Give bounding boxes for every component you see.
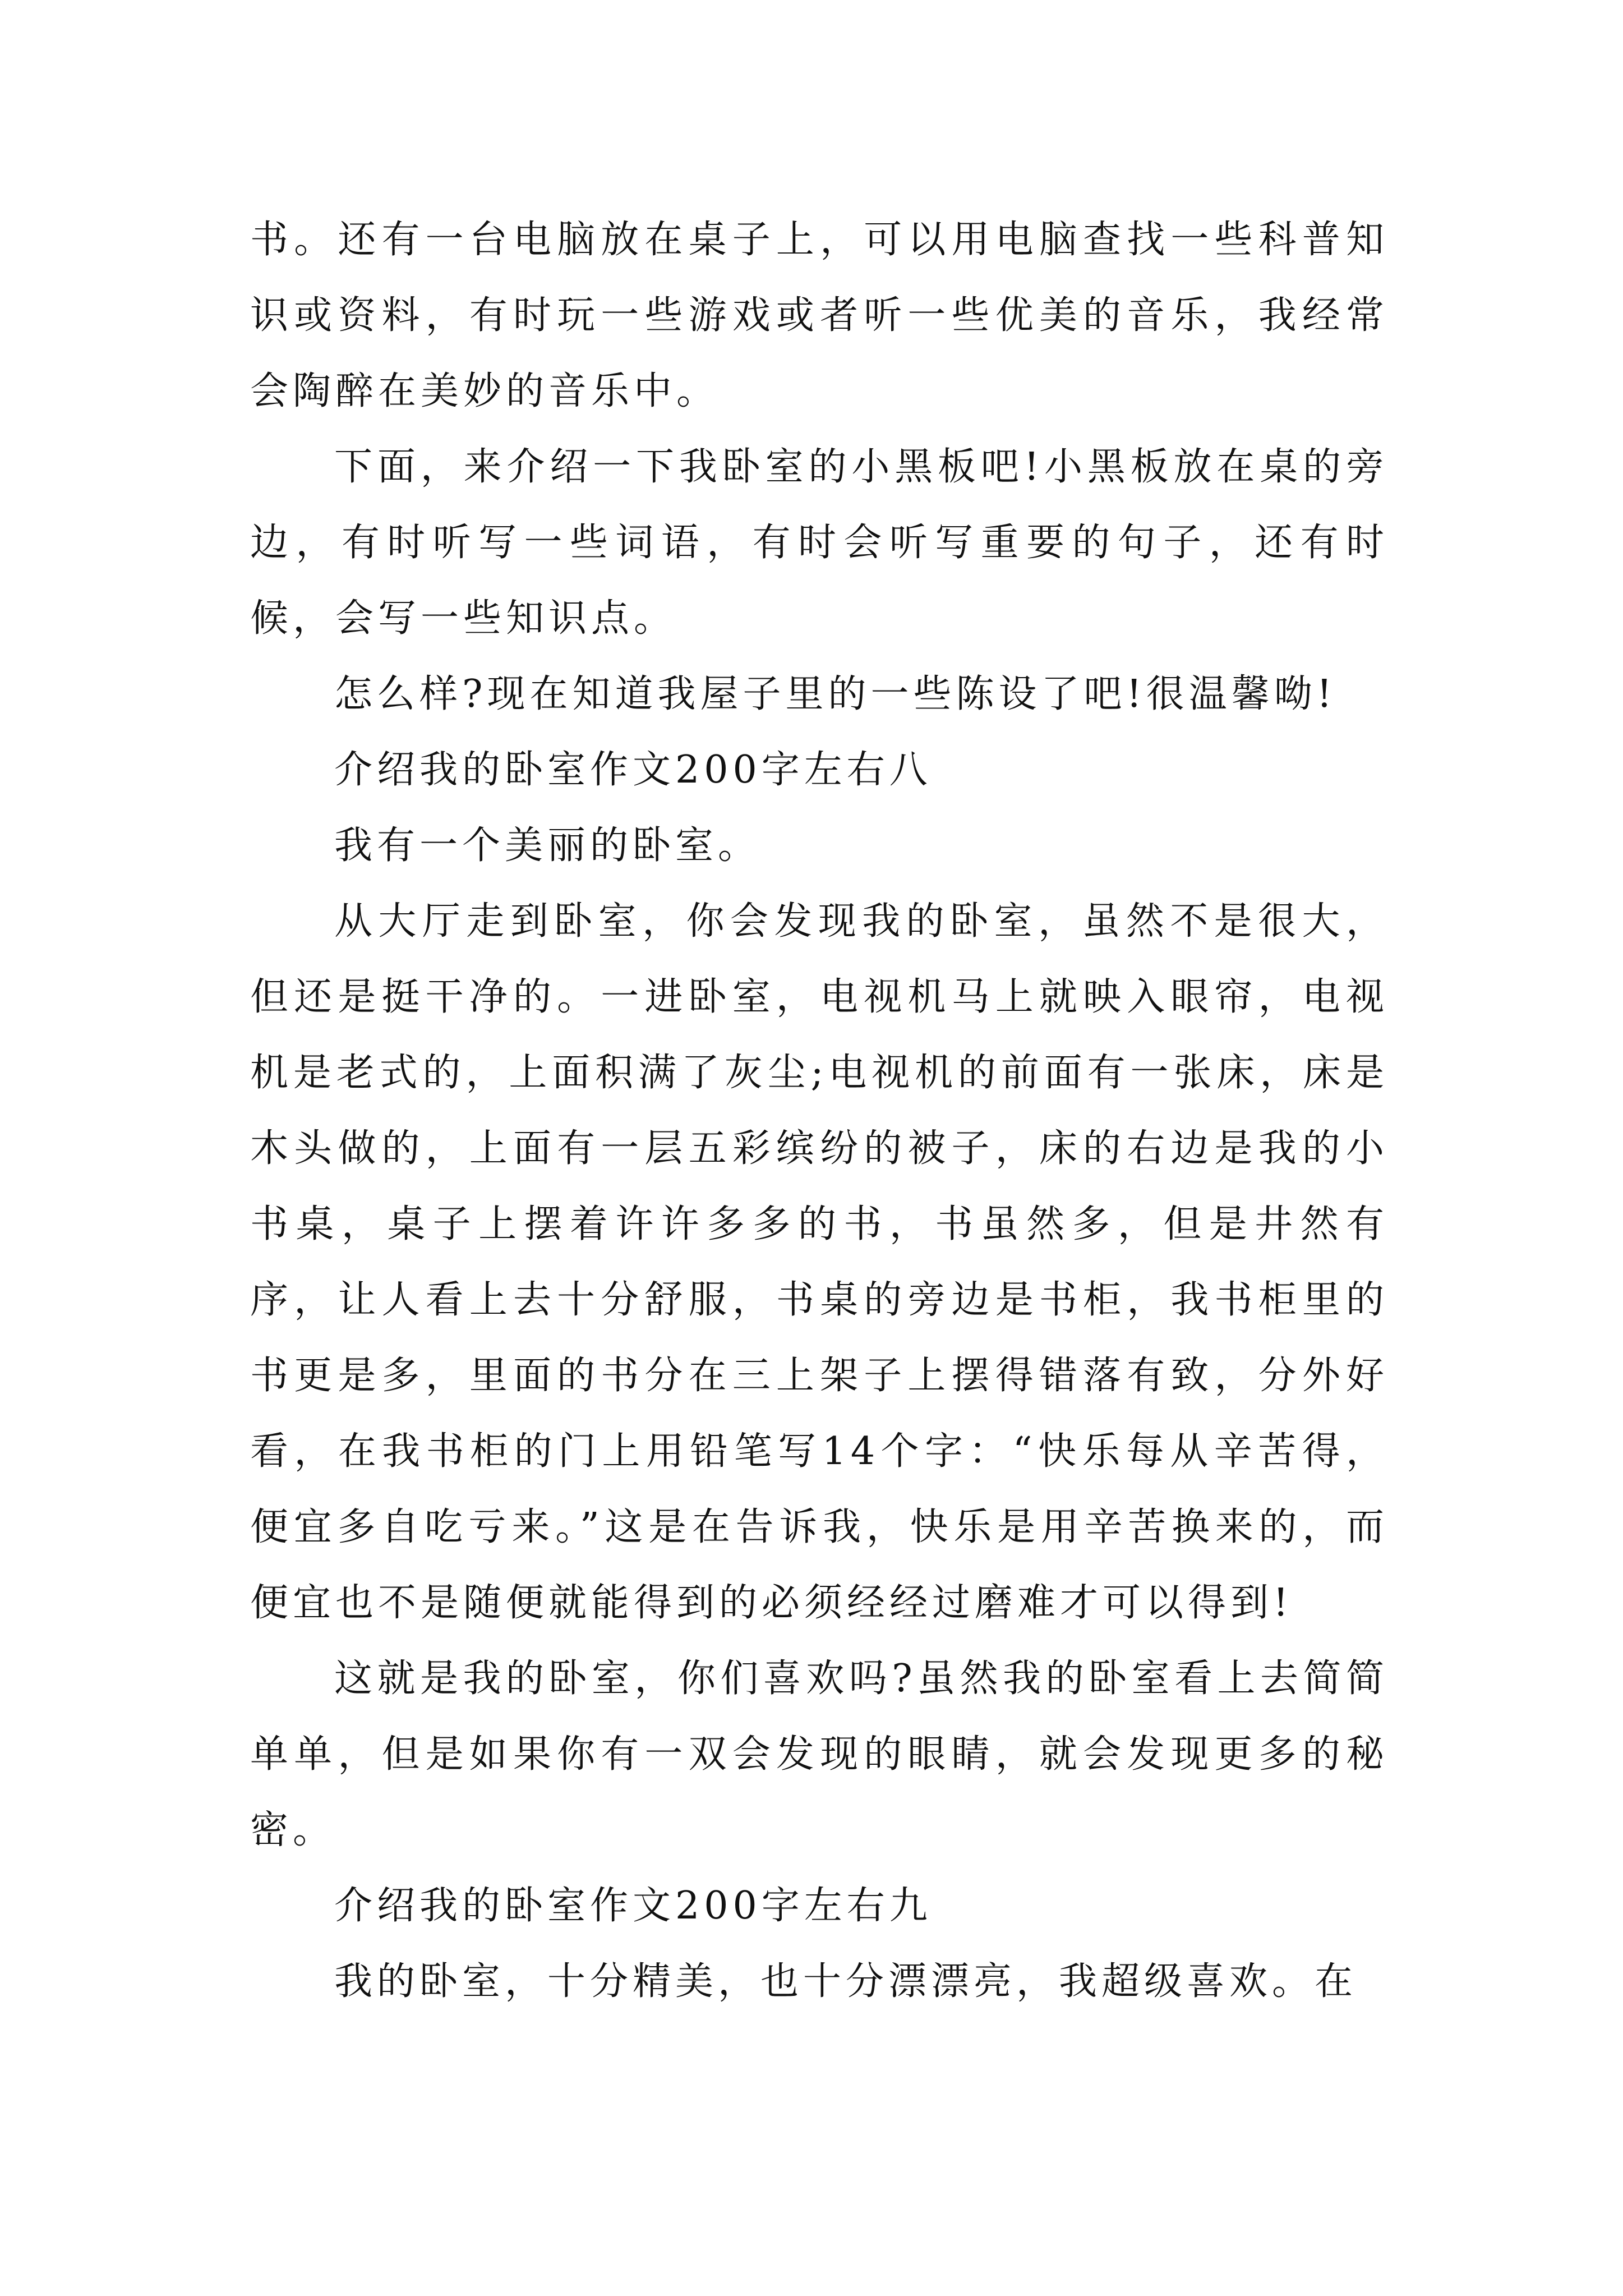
document-body: [250, 202, 1389, 2019]
paragraph-closing-eight: 这就是我的卧室，你们喜欢吗?虽然我的卧室看上去简简单单，但是如果你有一双会发现的眼睛，就会发现更多的秘密。: [250, 1657, 1389, 1852]
paragraph-room-description: 从大厅走到卧室，你会发现我的卧室，虽然不是很大，但还是挺干净的。一进卧室，电视机马上就映入眼帘，电视机是老式的，上面积满了灰尘;电视机的前面有一张床，床是木头做的，上面有一层五彩缤纷的被子，床的右边是我的小书桌，桌子上摆着许许多多的书，书虽然多，但是井然有序，让人看上去十分舒服，书桌的旁边是书柜，我书柜里的书更是多，里面的书分在三上架子上摆得错落有致，分外好看，在我书柜的门上用铅笔写14个字：“快乐每从辛苦得，便宜多自吃亏来。”这是在告诉我，快乐是用辛苦换来的，而便宜也不是随便就能得到的必须经经过磨难才可以得到!: [250, 899, 1389, 1625]
section-heading-eight: 介绍我的卧室作文200字左右八: [334, 748, 932, 792]
section-heading-nine: 介绍我的卧室作文200字左右九: [334, 1884, 932, 1928]
paragraph-intro-nine: 我的卧室，十分精美，也十分漂漂亮，我超级喜欢。在: [334, 1959, 1358, 2004]
paragraph-intro-eight: 我有一个美丽的卧室。: [334, 823, 761, 868]
paragraph-continuation: 书。还有一台电脑放在桌子上，可以用电脑查找一些科普知识或资料，有时玩一些游戏或者听一些优美的音乐，我经常会陶醉在美妙的音乐中。: [250, 218, 1389, 413]
paragraph-blackboard: 下面，来介绍一下我卧室的小黑板吧!小黑板放在桌的旁边，有时听写一些词语，有时会听写重要的句子，还有时候，会写一些知识点。: [250, 445, 1389, 641]
paragraph-conclusion: 怎么样?现在知道我屋子里的一些陈设了吧!很温馨呦!: [334, 672, 1337, 716]
